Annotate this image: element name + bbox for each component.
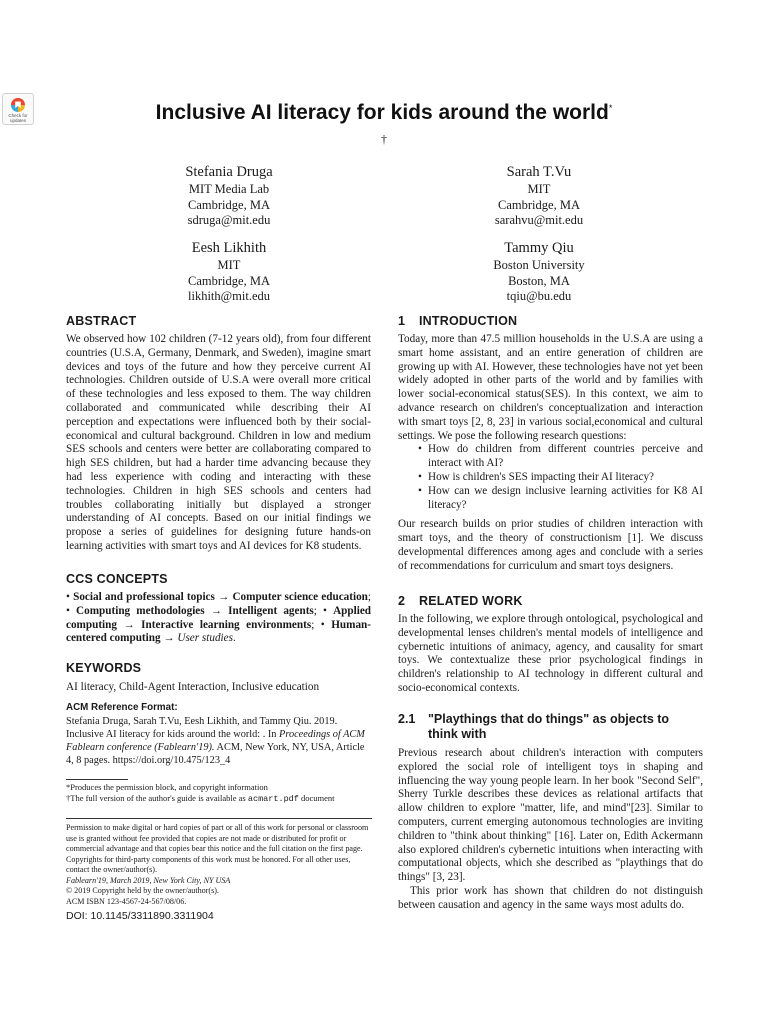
ccs-item-1-a: Social and professional topics [73,591,215,603]
introduction-heading [398,314,517,328]
section-title: INTRODUCTION [419,314,518,328]
ccs-concepts-list: • Social and professional topics → Computer science education; • Computing methodologies → Intelligent agents; • Applied computing → Interactive learning environments; • Human-centered computing → User studies. [66,591,372,645]
author-location: Boston, MA [508,273,570,288]
related-work-heading [398,594,523,608]
section-number: 2 [398,594,406,608]
footnote-1-text: Produces the permission block, and copyright information [70,782,268,792]
author-affiliation: MIT [527,182,551,196]
keywords-text: AI literacy, Child-Agent Interaction, Inclusive education [66,681,320,693]
dagger-mark: † [381,132,387,146]
badge-line-2: updates [9,118,26,123]
intro-paragraph-1: Today, more than 47.5 million households in the U.S.A are using a smart home assistant, and an entire generation of children are growing up with AI. However, these technologies have not yet been widely adopted in other parts of the world and by families with lower social-economical status(SES). In this context, we aim to advance research on children's conceptualization and interaction with smart toys [2, 8, 23] in various social,economical and cultural settings. We pose the following research questions: [398,333,703,442]
related-work-paragraph: In the following, we explore through ontological, psychological and developmental lenses children's mental models of intelligence and cybernetic intuitions of animacy, agency, and causality for smart toys. We contextualize these prior psychological findings in children's relationship to AI technology in different cultural and socio-economical contexts. [398,613,703,694]
ccs-item-1-b: Computer science education [232,591,368,603]
footnote-2: †The full version of the author's guide is available as acmart.pdf document [66,793,335,804]
ccs-item-3-b: Interactive learning environments [141,618,312,631]
author-block-3 [114,239,344,305]
reference-body [66,715,371,767]
acm-reference-format [66,701,371,767]
author-affiliation: MIT Media Lab [188,182,270,196]
intro-paragraph-2: Our research builds on prior studies of children interaction with smart toys, and the theory of constructionism [1]. We discuss developmental differences among ages and conclude with a series of recommendations for curriculum and smart toys designers. [398,518,703,572]
section-title: RELATED WORK [419,594,523,608]
permission-text: Permission to make digital or hard copies of part or all of this work for personal or classroom use is granted without fee provided that copies are not made or distributed for profit or commercial advantage and that copies bear this notice and the full citation on the first page. Copyrights for third-party components of this work must be honored. For all other uses, contact the owner/author(s). [66,823,369,874]
keywords-heading: KEYWORDS [66,661,142,675]
ccs-item-2-b: Intelligent agents [228,604,314,617]
permission-rule [66,818,372,819]
author-name: Sarah T.Vu [506,164,572,180]
reference-heading: ACM Reference Format: [66,702,178,713]
ccs-item-3-a: Applied computing [66,604,372,631]
abstract-heading: ABSTRACT [66,314,137,328]
permission-venue: Fablearn'19, March 2019, New York City, NY USA [66,875,231,885]
author-email: sarahvu@mit.edu [494,213,584,227]
doi-line[interactable]: DOI: 10.1145/3311890.3311904 [66,910,214,922]
footnote-1: *Produces the permission block, and copyright information [66,782,268,792]
subsection-title-line-2: think with [428,727,487,741]
author-name: Stefania Druga [185,164,273,180]
ccs-item-4-a: Human-centered computing [66,618,371,645]
author-affiliation: Boston University [493,258,585,272]
footnote-2-file: acmart.pdf [247,794,299,804]
author-email: tqiu@bu.edu [506,289,572,303]
ccs-item-4-b: User studies [177,632,233,645]
research-question: • How do children from different countries perceive and interact with AI? [428,443,703,471]
footnote-2-pre: The full version of the author's guide is available as [70,793,248,803]
research-questions [398,443,703,512]
author-affiliation: MIT [217,258,241,272]
section-number: 1 [398,314,406,328]
author-location: Cambridge, MA [188,273,270,288]
title-footnote-mark: * [608,103,613,113]
research-question: • How can we design inclusive learning activities for K8 AI literacy? [428,485,703,513]
introduction-body [398,333,703,574]
author-location: Cambridge, MA [498,197,580,212]
subsection-paragraph-1: Previous research about children's interaction with computers explored the social role of intelligent toys in shaping and influencing the way young people learn. In her book "Second Self", Sherry Turkle describes these devices as relational artifacts that allow children to explore "matter, life, and mind"[23]. Similar to computers, current emerging autonomous technologies are inviting children to "think about thinking" [16]. Later on, Edith Ackermann also explored children's cybernetic intuitions when interacting with computational objects, which she described as "playthings that do things" [3, 23]. [398,747,703,884]
research-question: • How is children's SES impacting their AI literacy? [428,471,703,485]
ccs-heading: CCS CONCEPTS [66,572,168,586]
subsection-2-1-heading [398,712,669,742]
permission-isbn: ACM ISBN 123-4567-24-567/08/06. [66,896,187,906]
subsection-title-line-1: "Playthings that do things" as objects to [428,712,670,726]
paper-title [0,101,768,125]
badge-line-1: Check for [8,113,28,118]
reference-proceedings: Proceedings of ACM Fablearn conference (Fablearn'19). [66,728,365,753]
author-name: Tammy Qiu [504,240,574,256]
ccs-item-2-a: Computing methodologies [76,604,205,617]
reference-tail[interactable]: ACM, New York, NY, USA, Article 4, 8 pages. https://doi.org/10.475/123_4 [66,741,365,766]
author-email: sdruga@mit.edu [187,213,271,227]
author-name: Eesh Likhith [191,240,267,256]
footnote-2-post: document [298,793,335,803]
footnote-rule [66,779,128,780]
title-text: Inclusive AI literacy for kids around the world [155,101,609,124]
subsection-2-1-body [398,747,703,913]
permission-block [66,823,372,907]
reference-authors: Stefania Druga, Sarah T.Vu, Eesh Likhith, and Tammy Qiu. 2019. Inclusive AI literacy for kids around the world: . In [66,715,338,740]
abstract-text: We observed how 102 children (7-12 years old), from four different countries (U.S.A, Germany, Denmark, and Sweden), imagine smart devices and toys of the future and how they perceive current AI technologies. Children outside of U.S.A were overall more critical of these technologies and less exposed to them. The way children collaborated and communicated while describing their AI perception and expectations were influenced both by their social-economical and cultural background. Children in low and medium SES schools and centers were better are collaborating compared to high SES children, but had a harder time advancing because they had less experience with coding and interacting with these technologies. Children in high SES schools and centers had troubles collaborating initially but displayed a stronger understanding of AI concepts. Based on our initial findings we propose a series of guidelines for designing future hands-on learning activities with smart toys and AI devices for K8 students. [66,333,371,552]
author-block-2 [424,163,654,229]
author-block-1 [114,163,344,229]
subsection-number: 2.1 [398,712,416,726]
author-block-4 [424,239,654,305]
author-email: likhith@mit.edu [188,289,270,303]
subsection-paragraph-2: This prior work has shown that children do not distinguish between causation and agency in the same ways most adults do. [398,884,703,911]
author-location: Cambridge, MA [188,197,270,212]
permission-copyright: © 2019 Copyright held by the owner/author(s). [66,886,219,895]
